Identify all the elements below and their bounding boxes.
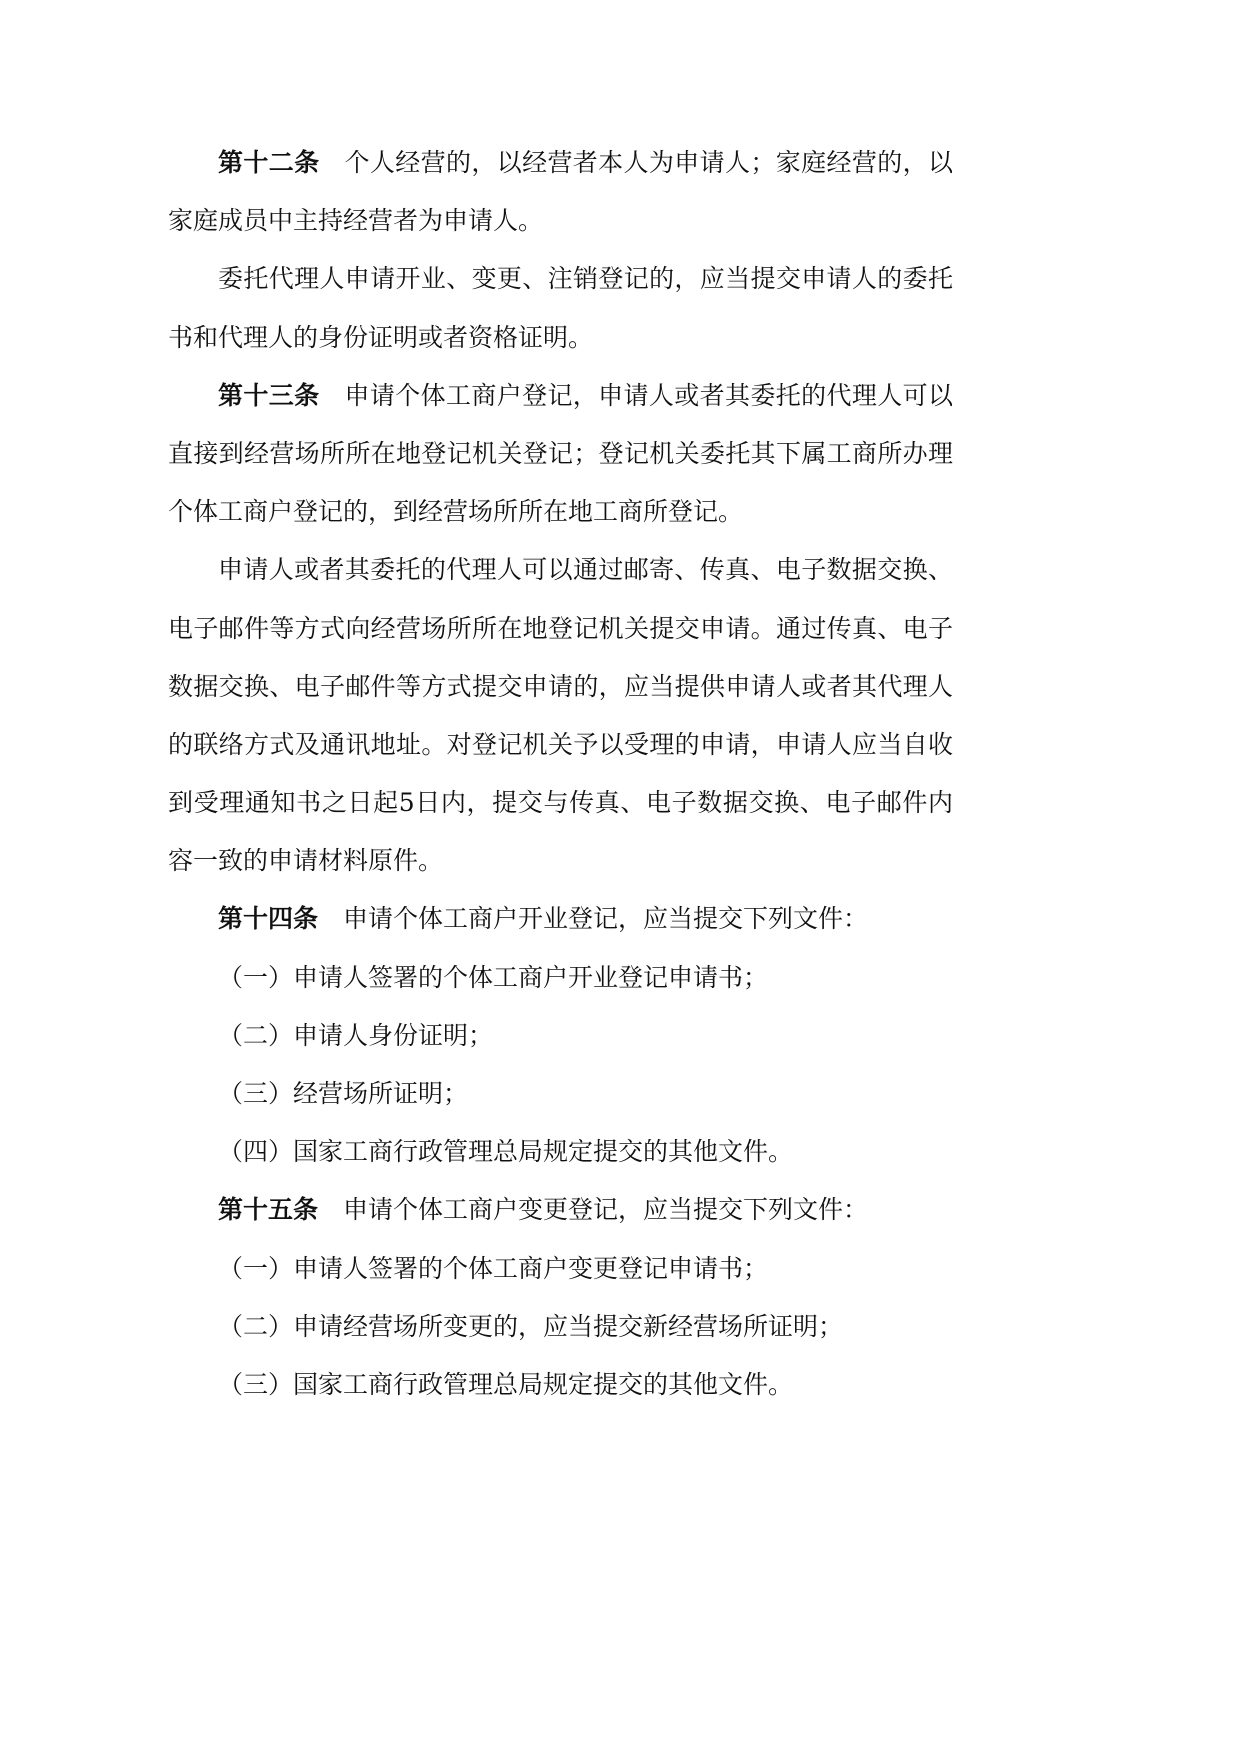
article-14-list-item-2: （二）申请人身份证明； xyxy=(218,1020,494,1050)
article-13-paragraph-2 xyxy=(168,541,953,890)
article-12-p2-line-1: 委托代理人申请开业、变更、注销登记的，应当提交申请人的委托 xyxy=(218,264,953,294)
article-13-line-2: 直接到经营场所所在地登记机关登记；登记机关委托其下属工商所办理 xyxy=(168,438,953,468)
article-12-heading: 第十二条 xyxy=(218,148,320,177)
article-12-text: 个人经营的，以经营者本人为申请人；家庭经营的，以 xyxy=(344,148,953,177)
article-13-paragraph-1 xyxy=(168,367,953,542)
article-12-paragraph-1 xyxy=(168,134,953,250)
article-14-list-item-1: （一）申请人签署的个体工商户开业登记申请书； xyxy=(218,962,769,992)
article-12-paragraph-2 xyxy=(168,250,953,366)
article-15-line-1 xyxy=(168,1181,953,1239)
article-15-list-item-2: （二）申请经营场所变更的，应当提交新经营场所证明； xyxy=(218,1311,844,1341)
article-12-line-1 xyxy=(168,134,953,192)
article-15-list-item-3: （三）国家工商行政管理总局规定提交的其他文件。 xyxy=(218,1369,794,1399)
article-14-list-item-4: （四）国家工商行政管理总局规定提交的其他文件。 xyxy=(218,1137,794,1167)
article-12-line-2: 家庭成员中主持经营者为申请人。 xyxy=(168,206,544,236)
article-13-p2-line-5: 到受理通知书之日起5日内，提交与传真、电子数据交换、电子邮件内 xyxy=(168,788,953,818)
article-13-p2-line-2: 电子邮件等方式向经营场所所在地登记机关提交申请。通过传真、电子 xyxy=(168,613,953,643)
article-15-list-item-1: （一）申请人签署的个体工商户变更登记申请书； xyxy=(218,1253,769,1283)
article-15-text: 申请个体工商户变更登记，应当提交下列文件： xyxy=(343,1195,869,1225)
article-14-heading: 第十四条 xyxy=(218,904,319,934)
article-12-p2-line-2: 书和代理人的身份证明或者资格证明。 xyxy=(168,322,594,352)
article-15-heading: 第十五条 xyxy=(218,1195,319,1225)
article-14 xyxy=(168,890,953,1181)
article-13-p2-line-4: 的联络方式及通讯地址。对登记机关予以受理的申请，申请人应当自收 xyxy=(168,729,953,759)
article-13-p2-line-3: 数据交换、电子邮件等方式提交申请的，应当提供申请人或者其代理人 xyxy=(168,671,953,701)
article-13-text: 申请个体工商户登记，申请人或者其委托的代理人可以 xyxy=(344,380,953,410)
article-14-list-item-3: （三）经营场所证明； xyxy=(218,1079,469,1108)
article-13-heading: 第十三条 xyxy=(218,380,320,410)
article-13-line-3: 个体工商户登记的，到经营场所所在地工商所登记。 xyxy=(168,497,744,527)
article-14-text: 申请个体工商户开业登记，应当提交下列文件： xyxy=(343,904,869,934)
article-13-line-1 xyxy=(168,367,953,425)
document-page xyxy=(168,134,953,1414)
article-13-p2-line-1: 申请人或者其委托的代理人可以通过邮寄、传真、电子数据交换、 xyxy=(218,555,953,585)
article-15 xyxy=(168,1181,953,1414)
article-13-p2-line-6: 容一致的申请材料原件。 xyxy=(168,846,444,876)
article-14-line-1 xyxy=(168,890,953,948)
